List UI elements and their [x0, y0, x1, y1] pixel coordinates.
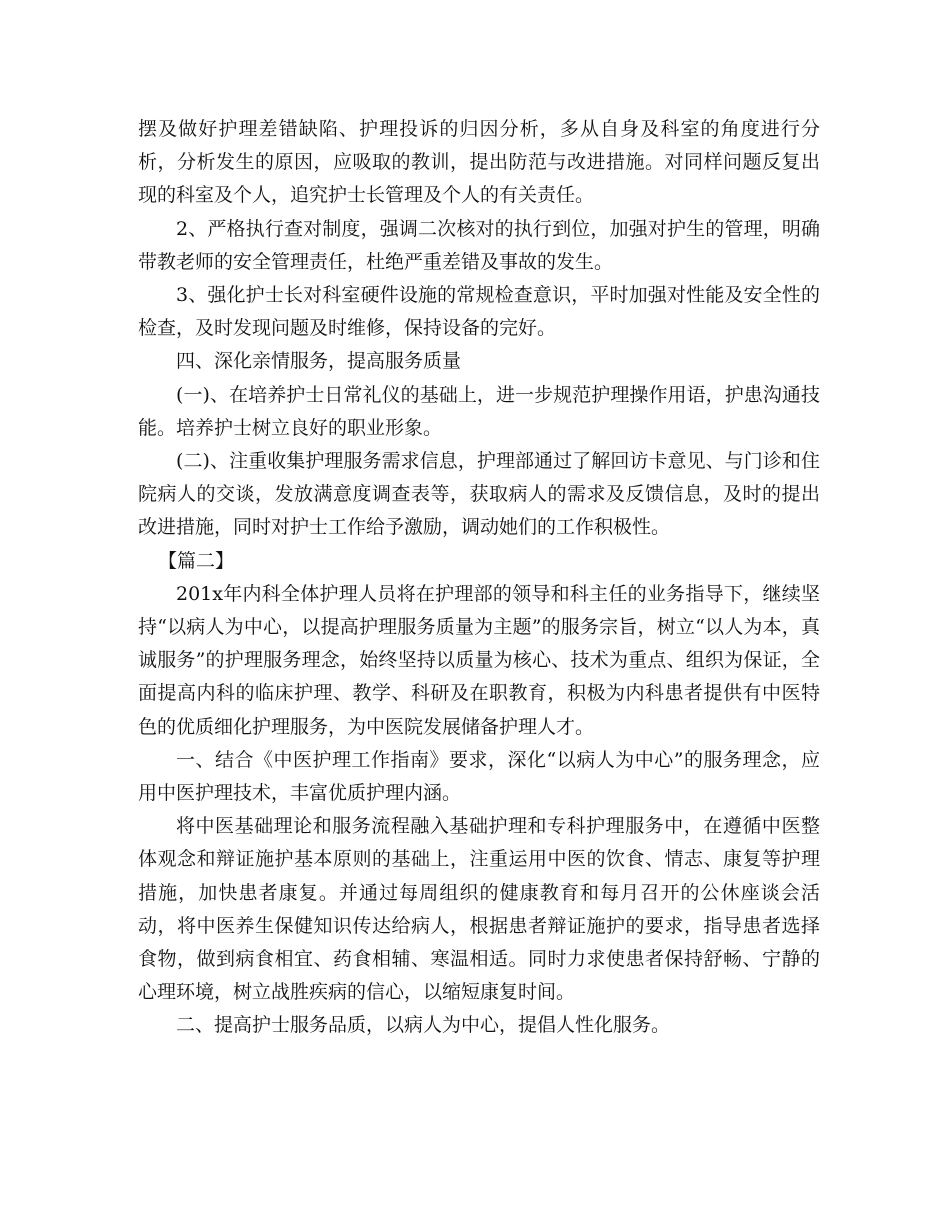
paragraph-continuation: 摆及做好护理差错缺陷、护理投诉的归因分析，多从自身及科室的角度进行分析，分析发生的原因，应吸取的教训，提出防范与改进措施。对同样问题反复出现的科室及个人，追究护士长管理及个人的有关责任。	[138, 118, 820, 207]
part-heading: 【篇二】	[158, 549, 235, 572]
paragraph-item-2: 2、严格执行查对制度，强调二次核对的执行到位，加强对护生的管理，明确带教老师的安全管理责任，杜绝严重差错及事故的发生。	[138, 217, 820, 273]
paragraph-item-3: 3、强化护士长对科室硬件设施的常规检查意识，平时加强对性能及安全性的检查，及时发现问题及时维修，保持设备的完好。	[138, 284, 820, 340]
paragraph-body: 将中医基础理论和服务流程融入基础护理和专科护理服务中，在遵循中医整体观念和辩证施护基本原则的基础上，注重运用中医的饮食、情志、康复等护理措施，加快患者康复。并通过每周组织的健康教育和每月召开的公休座谈会活动，将中医养生保健知识传达给病人，根据患者辩证施护的要求，指导患者选择食物，做到病食相宜、药食相辅、寒温相适。同时力求使患者保持舒畅、宁静的心理环境，树立战胜疾病的信心，以缩短康复时间。	[138, 815, 820, 1004]
section-heading-4: 四、深化亲情服务，提高服务质量	[176, 350, 462, 373]
document-body	[138, 113, 820, 1043]
paragraph-sub-1: (一)、在培养护士日常礼仪的基础上，进一步规范护理操作用语，护患沟通技能。培养护士树立良好的职业形象。	[138, 383, 820, 439]
paragraph-sub-2: (二)、注重收集护理服务需求信息，护理部通过了解回访卡意见、与门诊和住院病人的交谈，发放满意度调查表等，获取病人的需求及反馈信息，及时的提出改进措施，同时对护士工作给予激励，调动她们的工作积极性。	[138, 450, 820, 539]
section-heading-1: 一、结合《中医护理工作指南》要求，深化“以病人为中心”的服务理念，应用中医护理技术，丰富优质护理内涵。	[138, 748, 820, 805]
section-heading-2: 二、提高护士服务品质，以病人为中心，提倡人性化服务。	[176, 1014, 671, 1037]
paragraph-intro: 201x年内科全体护理人员将在护理部的领导和科主任的业务指导下，继续坚持“以病人为中心，以提高护理服务质量为主题”的服务宗旨，树立“以人为本，真诚服务”的护理服务理念，始终坚持以质量为核心、技术为重点、组织为保证，全面提高内科的临床护理、教学、科研及在职教育，积极为内科患者提供有中医特色的优质细化护理服务，为中医院发展储备护理人才。	[138, 582, 820, 738]
